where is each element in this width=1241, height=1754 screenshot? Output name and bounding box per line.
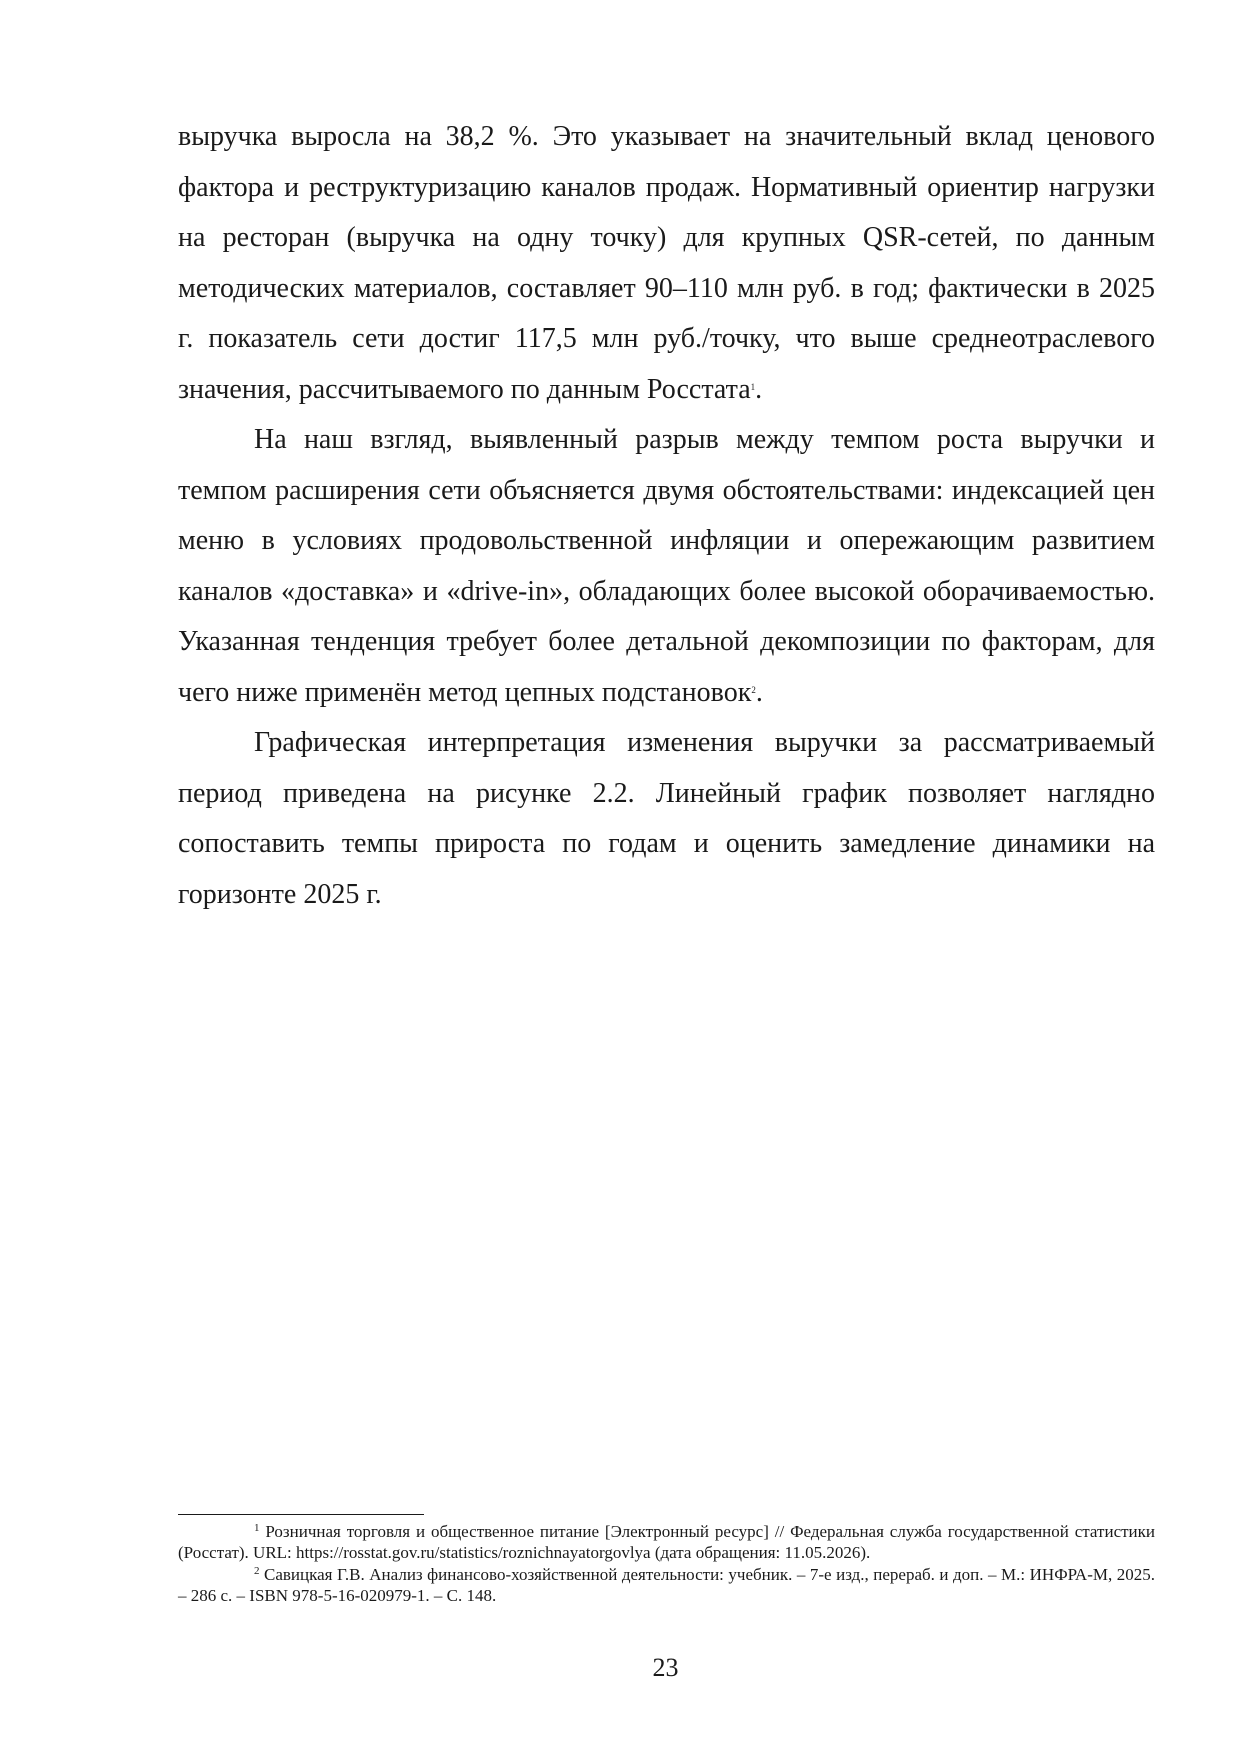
footnote-2 (178, 1564, 1155, 1607)
paragraph-3-text: Графическая интерпретация изменения выручки за рассматриваемый период приведена на рисунке 2.2. Линейный график позволяет наглядно сопоставить темпы прироста по годам и оценить замедление динамики на горизонте 2025 г. (178, 727, 1155, 910)
footnote-1-number: 1 (254, 1522, 260, 1534)
paragraph-1 (178, 112, 1155, 415)
footnote-ref-2[interactable]: 2 (751, 684, 756, 695)
paragraph-1-text: выручка выросла на 38,2 %. Это указывает на значительный вклад ценового фактора и реструктуризацию каналов продаж. Нормативный ориентир нагрузки на ресторан (выручка на одну точку) для крупных QSR-сетей, по данным методических материалов, составляет 90–110 млн руб. в год; фактически в 2025 г. показатель сети достиг 117,5 млн руб./точку, что выше среднеотраслевого значения, рассчитываемого по данным Росстата (178, 121, 1155, 405)
paragraph-1-tail: . (755, 373, 763, 405)
paragraph-2-tail: . (755, 676, 763, 708)
body-text (178, 112, 1155, 920)
footnote-1-text: Розничная торговля и общественное питание [Электронный ресурс] // Федеральная служба государственной статистики (Росстат). URL: https://rosstat.gov.ru/statistics/roznichnayatorgovlya (дата обращения: 11.05.2026). (178, 1522, 1155, 1563)
footnotes (178, 1521, 1155, 1606)
footnote-2-text: Савицкая Г.В. Анализ финансово-хозяйственной деятельности: учебник. – 7-е изд., перераб. и доп. – М.: ИНФРА-М, 2025. – 286 с. – ISBN 978-5-16-020979-1. – С. 148. (178, 1564, 1155, 1605)
paragraph-3 (178, 718, 1155, 920)
footnote-2-number: 2 (254, 1564, 260, 1577)
paragraph-2-text: На наш взгляд, выявленный разрыв между темпом роста выручки и темпом расширения сети объясняется двумя обстоятельствами: индексацией цен меню в условиях продовольственной инфляции и опережающим развитием каналов «доставка» и «drive-in», обладающих более высокой оборачиваемостью. Указанная тенденция требует более детальной декомпозиции по факторам, для чего ниже применён метод цепных подстановок (178, 424, 1155, 708)
footnote-1 (178, 1521, 1155, 1564)
paragraph-2 (178, 415, 1155, 718)
footnote-ref-1[interactable]: 1 (750, 381, 756, 392)
footnote-separator (178, 1514, 424, 1515)
page-number: 23 (652, 1653, 679, 1682)
